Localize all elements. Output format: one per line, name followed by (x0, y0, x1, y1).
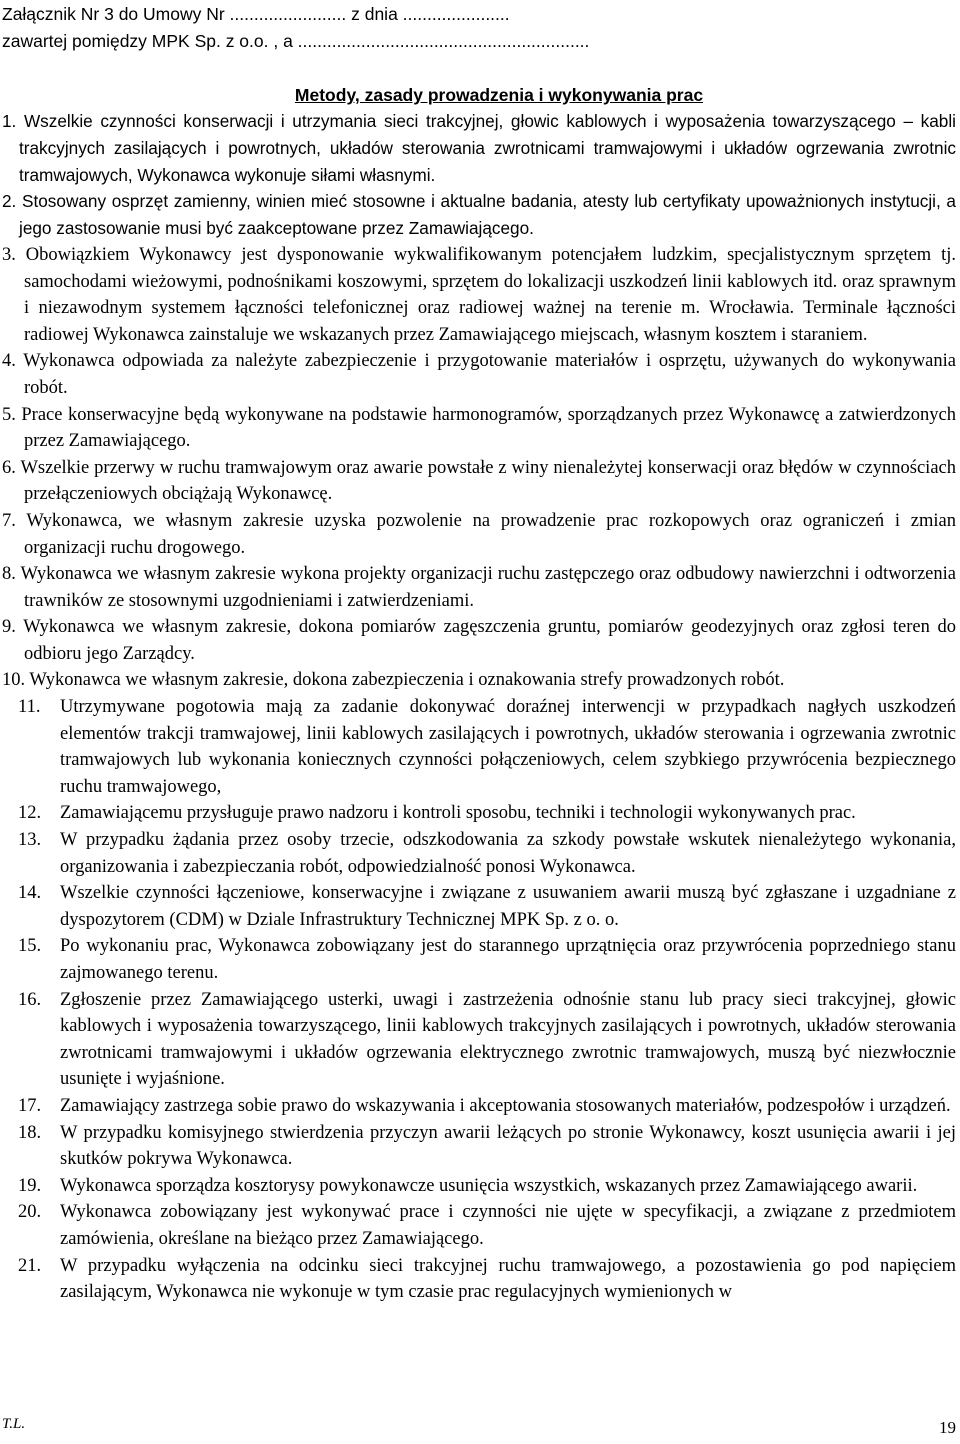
list-item-20 (2, 1199, 956, 1252)
list-item-text: Wykonawca sporządza kosztorysy powykonawcze usunięcia wszystkich, wskazanych przez Zamawiającego awarii. (60, 1175, 918, 1196)
list-item-13 (2, 827, 956, 880)
list-item-11 (2, 694, 956, 800)
paragraph-8: 8. Wykonawca we własnym zakresie wykona projekty organizacji ruchu zastępczego oraz odbudowy nawierzchni i odtworzenia trawników ze stosownymi uzgodnieniami i zatwierdzeniami. (2, 564, 956, 611)
list-item-number: 16. (18, 989, 42, 1010)
list-item-text: Zamawiającemu przysługuje prawo nadzoru i kontroli sposobu, techniki i technologii wykonywanych prac. (60, 803, 856, 824)
list-item-number: 20. (18, 1202, 42, 1223)
list-item-text: W przypadku komisyjnego stwierdzenia przyczyn awarii leżących po stronie Wykonawcy, koszt usunięcia awarii i jej skutków pokrywa Wykonawca. (60, 1122, 956, 1170)
list-item-text: W przypadku wyłączenia na odcinku sieci trakcyjnej ruchu tramwajowego, a pozostawienia go pod napięciem zasilającym, Wykonawca nie wykonuje w tym czasie prac regulacyjnych wymienionych w (60, 1255, 956, 1303)
list-item-number: 13. (18, 830, 42, 851)
list-item-number: 14. (18, 883, 42, 904)
paragraph-10: 10. Wykonawca we własnym zakresie, dokona zabezpieczenia i oznakowania strefy prowadzonych robót. (2, 670, 785, 691)
list-item-number: 19. (18, 1175, 42, 1196)
header-line-2: zawartej pomiędzy MPK Sp. z o.o. , a ............................................................ (2, 31, 590, 51)
list-item-18 (2, 1120, 956, 1173)
list-item-number: 12. (18, 803, 42, 824)
list-item-number: 18. (18, 1122, 42, 1143)
list-item-text: Zamawiający zastrzega sobie prawo do wskazywania i akceptowania stosowanych materiałów, podzespołów i urządzeń. (60, 1095, 951, 1116)
footer-initials: T.L. (2, 1416, 26, 1432)
document-title: Metody, zasady prowadzenia i wykonywania prac (294, 85, 704, 105)
list-item-text: Zgłoszenie przez Zamawiającego usterki, uwagi i zastrzeżenia odnośnie stanu lub pracy sieci trakcyjnej, głowic kablowych i wyposażenia towarzyszącego, linii kablowych trakcyjnych zasilających i powrotnych, układów sterowania zwrotnicami tramwajowymi i układów ogrzewania elektrycznego zwrotnic tramwajowych, muszą być niezwłocznie usunięte i wyjaśnione. (60, 989, 956, 1090)
list-item-number: 21. (18, 1255, 42, 1276)
paragraph-7: 7. Wykonawca, we własnym zakresie uzyska pozwolenie na prowadzenie prac rozkopowych oraz ograniczeń i zmian organizacji ruchu drogowego. (2, 510, 956, 558)
list-item-text: Wykonawca zobowiązany jest wykonywać prace i czynności nie ujęte w specyfikacji, a związane z przedmiotem zamówienia, określane na bieżąco przez Zamawiającego. (60, 1202, 956, 1249)
paragraph-4: 4. Wykonawca odpowiada za należyte zabezpieczenie i przygotowanie materiałów i osprzętu, używanych do wykonywania robót. (2, 351, 956, 398)
list-item-number: 11. (18, 697, 41, 718)
paragraph-9: 9. Wykonawca we własnym zakresie, dokona pomiarów zagęszczenia gruntu, pomiarów geodezyjnych oraz zgłosi teren do odbioru jego Zarządcy. (2, 617, 956, 664)
list-item-number: 17. (18, 1095, 42, 1116)
list-item-15 (2, 933, 956, 986)
page-number: 19 (939, 1418, 956, 1437)
list-item-19 (2, 1173, 956, 1200)
list-item-number: 15. (18, 936, 42, 957)
paragraph-1: 1. Wszelkie czynności konserwacji i utrzymania sieci trakcyjnej, głowic kablowych i wyposażenia towarzyszącego – kabli trakcyjnych zasilających i powrotnych, układów sterowania zwrotnicami tramwajowymi i układów ogrzewania zwrotnic tramwajowych, Wykonawca wykonuje siłami własnymi. (2, 111, 956, 185)
list-item-text: Po wykonaniu prac, Wykonawca zobowiązany jest do starannego uprzątnięcia oraz przywrócenia poprzedniego stanu zajmowanego terenu. (60, 936, 956, 984)
list-item-text: W przypadku żądania przez osoby trzecie, odszkodowania za szkody powstałe wskutek nienależytego wykonania, organizowania i zabezpieczania robót, odpowiedzialność ponosi Wykonawca. (60, 830, 956, 877)
list-item-text: Utrzymywane pogotowia mają za zadanie dokonywać doraźnej interwencji w przypadkach nagłych uszkodzeń elementów trakcji tramwajowej, linii kablowych zasilających i powrotnych, układów sterowania i ogrzewania zwrotnic tramwajowych lub wykonania koniecznych czynności połączeniowych, celem szybkiego przywrócenia bezpiecznego ruchu tramwajowego, (60, 697, 956, 797)
header-line-1: Załącznik Nr 3 do Umowy Nr ........................ z dnia ...................... (2, 4, 510, 24)
list-item-16 (2, 987, 956, 1093)
paragraph-2: 2. Stosowany osprzęt zamienny, winien mieć stosowne i aktualne badania, atesty lub certyfikaty upoważnionych instytucji, a jego zastosowanie musi być zaakceptowane przez Zamawiającego. (2, 191, 956, 239)
list-item-14 (2, 880, 956, 933)
list-item-17 (2, 1093, 956, 1120)
paragraph-3: 3. Obowiązkiem Wykonawcy jest dysponowanie wykwalifikowanym potencjałem ludzkim, specjalistycznym sprzętem tj. samochodami wieżowymi, podnośnikami koszowymi, sprzętem do lokalizacji uszkodzeń linii kablowych itd. oraz sprawnym i niezawodnym systemem łączności telefonicznej oraz radiowej ważnej na terenie m. Wrocławia. Terminale łączności radiowej Wykonawca zainstaluje we wskazanych przez Zamawiającego miejscach, własnym kosztem i staraniem. (2, 244, 956, 345)
list-item-21 (2, 1253, 956, 1306)
list-item-text: Wszelkie czynności łączeniowe, konserwacyjne i związane z usuwaniem awarii muszą być zgłaszane i uzgadniane z dyspozytorem (CDM) w Dziale Infrastruktury Technicznej MPK Sp. z o. o. (60, 883, 956, 930)
paragraph-5: 5. Prace konserwacyjne będą wykonywane na podstawie harmonogramów, sporządzanych przez Wykonawcę a zatwierdzonych przez Zamawiającego. (2, 404, 956, 452)
list-item-12 (2, 800, 956, 827)
paragraph-6: 6. Wszelkie przerwy w ruchu tramwajowym oraz awarie powstałe z winy nienależytej konserwacji oraz błędów w czynnościach przełączeniowych obciążają Wykonawcę. (2, 457, 956, 505)
